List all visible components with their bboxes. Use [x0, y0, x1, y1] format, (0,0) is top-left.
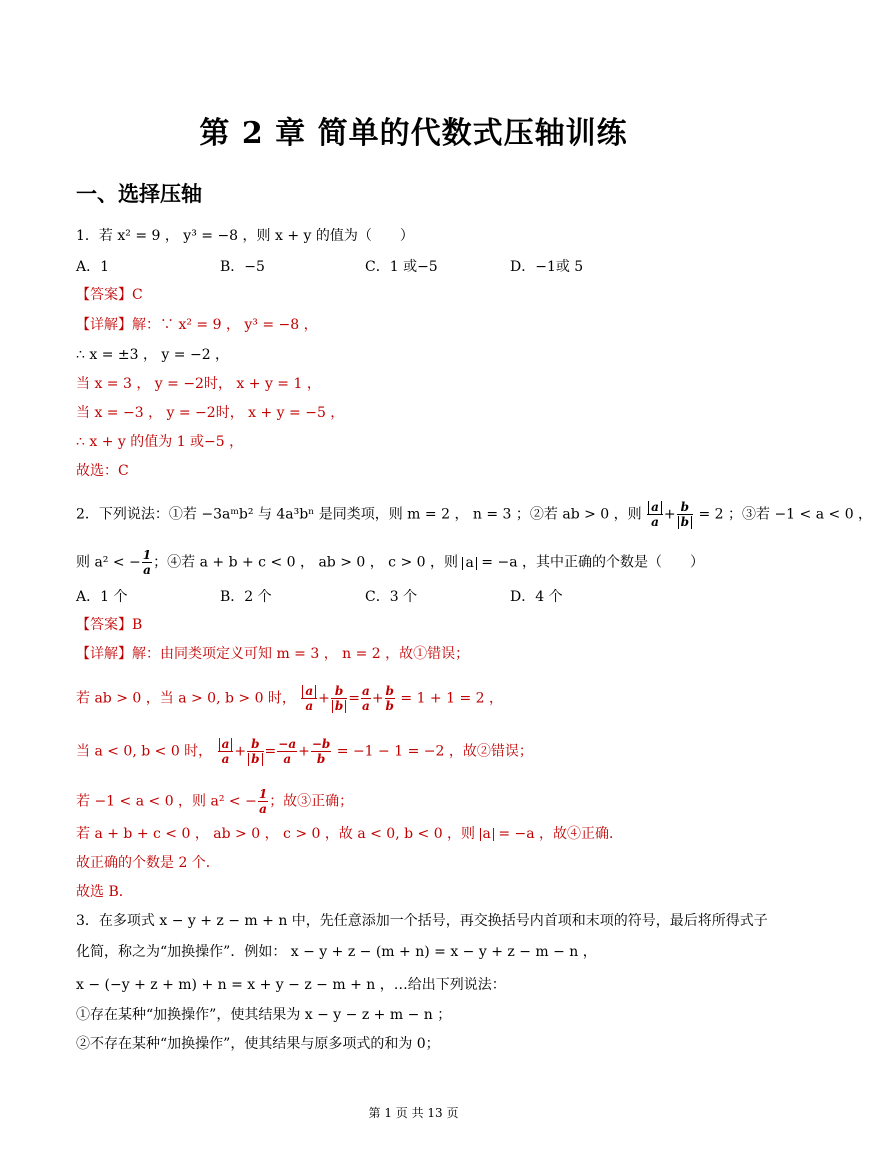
q2-line-1: 2．下列说法：①若 −3aᵐb² 与 4a³bⁿ 是同类项，则 m = 2 ， n = 3 ；②若 ab > 0 ，则 $\frac{a}{a}$ + $\frac{b}{b}$ = 2 ；③若 −1 < a < 0 ，: [76, 500, 872, 529]
q1-detail-3: 当 x = 3 ， y = −2时， x + y = 1 ，: [76, 376, 321, 392]
fraction: $\frac{a}{a}$: [647, 500, 663, 529]
fraction: $\frac{b}{b}$: [677, 500, 693, 529]
fraction: $\frac{a}{a}$: [218, 737, 234, 766]
q1-option-d: D．−1或 5: [510, 259, 584, 275]
q2-option-a: A．1 个: [76, 589, 128, 605]
fraction: $\frac{b}{b}$: [247, 737, 263, 766]
page-footer: 第 1 页 共 13 页: [368, 1106, 459, 1120]
q3-line-3: x − (−y + z + m) + n = x + y − z − m + n ，…给出下列说法：: [76, 977, 506, 993]
q1-detail-1: 【详解】解：∵ x² = 9 ， y³ = −8 ，: [76, 317, 318, 333]
q2-line-2: 则 a² < − $\frac{1}{a}$ ；④若 a + b + c < 0 ， ab > 0 ， c > 0 ，则 a = −a ，其中正确的个数是（ ）: [76, 548, 705, 577]
q2-detail-7: 故选 B．: [76, 884, 133, 900]
q2-detail-6: 故正确的个数是 2 个．: [76, 855, 220, 871]
q2-detail-4: 若 −1 < a < 0 ，则 a² < − $\frac{1}{a}$ ；故③正确；: [76, 787, 354, 816]
q1-detail-4: 当 x = −3 ， y = −2时， x + y = −5 ，: [76, 405, 345, 421]
fraction: $\frac{a}{a}$: [362, 684, 370, 713]
abs-value: a: [462, 557, 476, 570]
q1-answer: 【答案】C: [76, 287, 143, 303]
q2-detail-3: 当 a < 0, b < 0 时， $\frac{a}{a}$ + $\frac{b}{b}$ = $\frac{-a}{a}$ + $\frac{-b}{b}$ = −1 − 1 = −2 ，故②错误；: [76, 737, 533, 766]
q2-line-1b: = 2 ；③若 −1 < a < 0 ，: [698, 506, 872, 523]
q2-detail-2: 若 ab > 0 ，当 a > 0, b > 0 时， $\frac{a}{a}$ + $\frac{b}{b}$ = $\frac{a}{a}$ + $\frac{b}{b}$ = 1 + 1 = 2 ，: [76, 684, 504, 713]
q2-detail-1: 【详解】解：由同类项定义可知 m = 3 ， n = 2 ，故①错误；: [76, 646, 470, 662]
q2-option-d: D．4 个: [510, 589, 563, 605]
fraction: $\frac{-b}{b}$: [311, 737, 331, 766]
q1-option-a: A．1: [76, 259, 110, 275]
q1-option-b: B．−5: [220, 259, 265, 275]
q1-detail-2: ∴ x = ±3 ， y = −2 ，: [76, 347, 230, 363]
q2-option-c: C．3 个: [365, 589, 418, 605]
q1-detail-5: ∴ x + y 的值为 1 或−5 ，: [76, 434, 244, 450]
fraction: $\frac{b}{b}$: [331, 684, 347, 713]
q3-line-1: 3．在多项式 x − y + z − m + n 中，先任意添加一个括号，再交换括号内首项和末项的符号，最后将所得式子: [76, 913, 768, 929]
fraction: $\frac{-a}{a}$: [278, 737, 297, 766]
fraction: $\frac{b}{b}$: [385, 684, 394, 713]
section-heading: 一、选择压轴: [76, 181, 202, 206]
fraction: $\frac{1}{a}$: [258, 787, 268, 816]
q3-line-4: ①存在某种“加换操作”，使其结果为 x − y − z + m − n ；: [76, 1007, 452, 1023]
q1-stem: 1．若 x² = 9 ， y³ = −8 ，则 x + y 的值为（ ）: [76, 228, 414, 244]
fraction: $\frac{a}{a}$: [301, 684, 317, 713]
page-title: 第 2 章 简单的代数式压轴训练: [199, 116, 628, 151]
q3-line-5: ②不存在某种“加换操作”，使其结果与原多项式的和为 0；: [76, 1036, 440, 1052]
q3-line-2: 化简，称之为“加换操作”．例如： x − y + z − (m + n) = x − y + z − m − n ，: [76, 944, 597, 960]
q1-option-c: C．1 或−5: [365, 259, 438, 275]
q2-detail-5: 若 a + b + c < 0 ， ab > 0 ， c > 0 ，故 a < 0, b < 0 ，则 a = −a ，故④正确．: [76, 826, 624, 842]
q2-answer: 【答案】B: [76, 617, 143, 633]
fraction: $\frac{1}{a}$: [142, 548, 152, 577]
q2-line-1a: 2．下列说法：①若 −3aᵐb² 与 4a³bⁿ 是同类项，则 m = 2 ， n = 3 ；②若 ab > 0 ，则: [76, 506, 642, 523]
q1-detail-6: 故选：C: [76, 463, 129, 479]
q2-option-b: B．2 个: [220, 589, 272, 605]
